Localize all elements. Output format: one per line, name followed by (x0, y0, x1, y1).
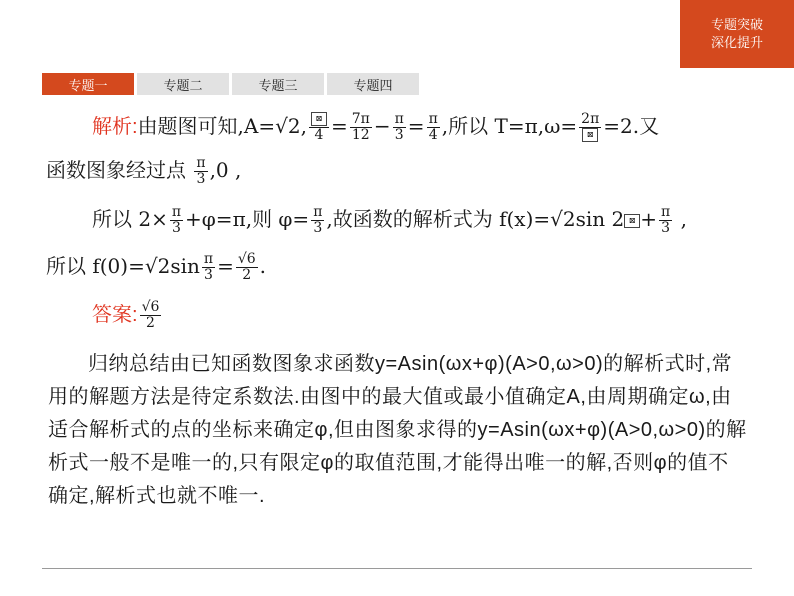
missing-glyph-icon: ⊠ (624, 214, 640, 228)
analysis-line2-text: 函数图象经过点 (46, 158, 186, 182)
analysis-line1-prefix: 由题图可知,A=√2, (137, 114, 307, 138)
analysis-line4-prefix: 所以 f(0)=√2sin (46, 254, 200, 278)
frac-2pi-T: $\frac{2\pi}{⊠}$ (579, 112, 601, 143)
frac-pi-4: $\frac{\pi}{4}$ (428, 111, 438, 143)
missing-glyph-icon: ⊠ (582, 128, 598, 142)
topic-tabs (42, 73, 422, 95)
missing-glyph-icon: ⊠ (311, 112, 327, 126)
frac-7pi-12: $\frac{7\pi}{12}$ (351, 111, 370, 143)
answer-value: $\frac{√6}{2}$ (141, 299, 160, 331)
badge-line2: 深化提升 (710, 35, 763, 50)
answer-line (92, 300, 163, 331)
tab-topic-1[interactable]: 专题一 (42, 73, 134, 95)
frac-pi-3-b: $\frac{\pi}{3}$ (171, 204, 182, 236)
analysis-line-3: 所以 2× $\frac{\pi}{3}$ +φ=π,则 φ= $\frac{\pi}{3}$ ,故函数的解析式为 f(x)=√2sin 2 ⊠ + $\frac{\pi}{3}$ , (92, 204, 687, 236)
frac-pi-3-c: $\frac{\pi}{3}$ (313, 204, 323, 236)
tab-topic-3[interactable]: 专题三 (232, 73, 324, 95)
badge-line1: 专题突破 (710, 17, 763, 32)
frac-sqrt6-2: $\frac{√6}{2}$ (237, 251, 256, 283)
tab-topic-4[interactable]: 专题四 (327, 73, 419, 95)
summary-paragraph (48, 347, 748, 512)
analysis-line4-end: . (259, 254, 267, 278)
analysis-line-2: 函数图象经过点 $\frac{\pi}{3}$ ,0 , (46, 155, 242, 187)
frac-T-over-4: $\frac{⊠}{4}$ (309, 112, 329, 143)
tab-topic-2[interactable]: 专题二 (137, 73, 229, 95)
answer-label: 答案: (92, 304, 138, 326)
analysis-label: 解析: (92, 116, 138, 138)
analysis-line1-mid: 所以 T=π,ω= (448, 114, 578, 138)
analysis-line3-prefix: 所以 2× (92, 207, 168, 231)
frac-pi-3-point: $\frac{\pi}{3}$ (196, 155, 206, 187)
section-badge (680, 0, 794, 68)
summary-text: 归纳总结由已知函数图象求函数y=Asin(ωx+φ)(A>0,ω>0)的解析式时,常用的解题方法是待定系数法.由图中的最大值或最小值确定A,由周期确定ω,由适合解析式的点的坐标来确定φ,但由图象求得的y=Asin(ωx+φ)(A>0,ω>0)的解析式一般不是唯一的,只有限定φ的取值范围,才能得出唯一的解,否则φ的值不确定,解析式也就不唯一. (48, 353, 747, 507)
analysis-line-1: 解析:由题图可知,A=√2, $\frac{⊠}{4}$ = $\frac{7\pi}{12}$ − $\frac{\pi}{3}$ = $\frac{\pi}{4}$ ,所以 T=π,ω= $\frac{2\pi}{⊠}$ =2.又 (92, 111, 660, 143)
analysis-line1-end: =2.又 (603, 114, 660, 138)
analysis-line3-end: ,故函数的解析式为 f(x)=√2sin 2 (326, 207, 625, 231)
frac-pi-3-e: $\frac{\pi}{3}$ (203, 251, 214, 283)
analysis-line-4: 所以 f(0)=√2sin $\frac{\pi}{3}$ = $\frac{√6}{2}$ . (46, 251, 267, 283)
analysis-line3-mid: +φ=π,则 φ= (185, 207, 310, 231)
frac-pi-3: $\frac{\pi}{3}$ (394, 111, 404, 143)
bottom-divider (42, 568, 752, 569)
frac-pi-3-d: $\frac{\pi}{3}$ (661, 204, 671, 236)
